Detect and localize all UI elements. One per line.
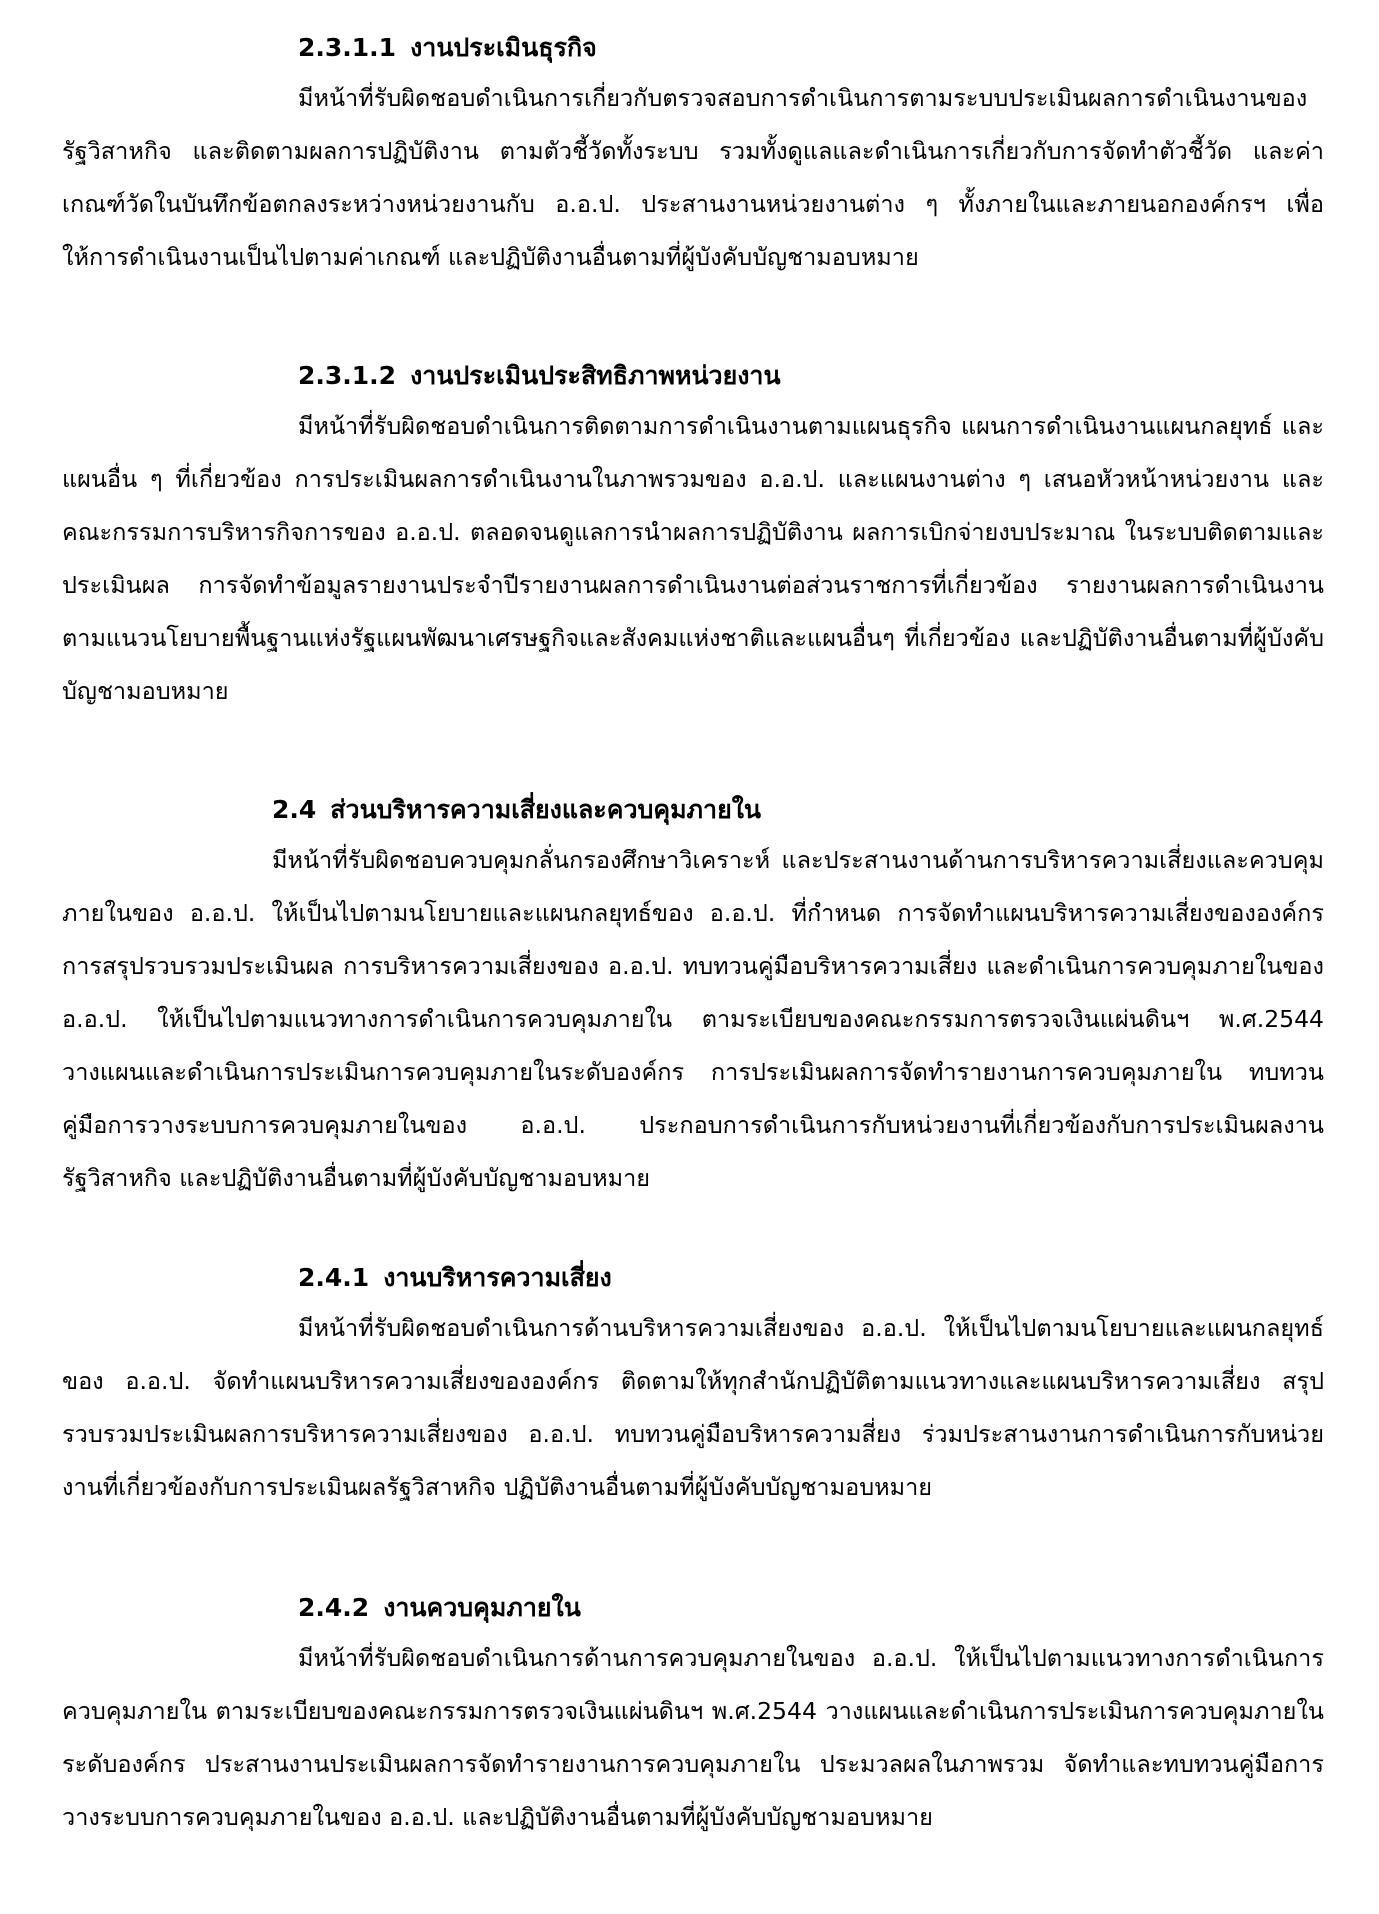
section-body: มีหน้าที่รับผิดชอบดำเนินการติดตามการดำเนินงานตามแผนธุรกิจ แผนการดำเนินงานแผนกลยุทธ์ และแผนอื่น ๆ ที่เกี่ยวข้อง การประเมินผลการดำเนินงานในภาพรวมของ อ.อ.ป. และแผนงานต่าง ๆ เสนอหัวหน้าหน่วยงาน และคณะกรรมการบริหารกิจการของ อ.อ.ป. ตลอดจนดูแลการนำผลการปฏิบัติงาน ผลการเบิกจ่ายงบประมาณ ในระบบติดตามและประเมินผล การจัดทำข้อมูลรายงานประจำปีรายงานผลการดำเนินงานต่อส่วนราชการที่เกี่ยวข้อง รายงานผลการดำเนินงานตามแนวนโยบายพื้นฐานแห่งรัฐแผนพัฒนาเศรษฐกิจและสังคมแห่งชาติและแผนอื่นๆ ที่เกี่ยวข้อง และปฏิบัติงานอื่นตามที่ผู้บังคับบัญชามอบหมาย xyxy=(62,412,1324,705)
section-heading xyxy=(62,28,1324,68)
section-number: 2.4 xyxy=(272,795,317,824)
section-number: 2.4.2 xyxy=(298,1593,370,1622)
section-2-4-2 xyxy=(62,1588,1324,1844)
section-heading xyxy=(62,356,1324,396)
section-title: งานควบคุมภายใน xyxy=(383,1593,581,1622)
section-body: มีหน้าที่รับผิดชอบดำเนินการเกี่ยวกับตรวจสอบการดำเนินการตามระบบประเมินผลการดำเนินงานของรัฐวิสาหกิจ และติดตามผลการปฏิบัติงาน ตามตัวชี้วัดทั้งระบบ รวมทั้งดูแลและดำเนินการเกี่ยวกับการจัดทำตัวชี้วัด และค่าเกณฑ์วัดในบันทึกข้อตกลงระหว่างหน่วยงานกับ อ.อ.ป. ประสานงานหน่วยงานต่าง ๆ ทั้งภายในและภายนอกองค์กรฯ เพื่อให้การดำเนินงานเป็นไปตามค่าเกณฑ์ และปฏิบัติงานอื่นตามที่ผู้บังคับบัญชามอบหมาย xyxy=(62,84,1324,271)
section-2-3-1-1 xyxy=(62,28,1324,284)
section-heading xyxy=(62,1588,1324,1628)
section-heading xyxy=(62,1258,1324,1298)
section-2-4 xyxy=(62,790,1324,1205)
section-body: มีหน้าที่รับผิดชอบดำเนินการด้านการควบคุมภายในของ อ.อ.ป. ให้เป็นไปตามแนวทางการดำเนินการควบคุมภายใน ตามระเบียบของคณะกรรมการตรวจเงินแผ่นดินฯ พ.ศ.2544 วางแผนและดำเนินการประเมินการควบคุมภายในระดับองค์กร ประสานงานประเมินผลการจัดทำรายงานการควบคุมภายใน ประมวลผลในภาพรวม จัดทำและทบทวนคู่มือการวางระบบการควบคุมภายในของ อ.อ.ป. และปฏิบัติงานอื่นตามที่ผู้บังคับบัญชามอบหมาย xyxy=(62,1644,1324,1831)
section-2-4-1 xyxy=(62,1258,1324,1514)
section-heading xyxy=(62,790,1324,830)
section-2-3-1-2 xyxy=(62,356,1324,718)
section-number: 2.4.1 xyxy=(298,1263,370,1292)
section-title: งานบริหารความเสี่ยง xyxy=(383,1263,612,1292)
section-number: 2.3.1.2 xyxy=(298,361,397,390)
section-title: ส่วนบริหารความเสี่ยงและควบคุมภายใน xyxy=(330,795,762,824)
section-number: 2.3.1.1 xyxy=(298,33,397,62)
section-body: มีหน้าที่รับผิดชอบดำเนินการด้านบริหารความเสี่ยงของ อ.อ.ป. ให้เป็นไปตามนโยบายและแผนกลยุทธ์ของ อ.อ.ป. จัดทำแผนบริหารความเสี่ยงขององค์กร ติดตามให้ทุกสำนักปฏิบัติตามแนวทางและแผนบริหารความเสี่ยง สรุปรวบรวมประเมินผลการบริหารความเสี่ยงของ อ.อ.ป. ทบทวนคู่มือบริหารความสี่ยง ร่วมประสานงานการดำเนินการกับหน่วยงานที่เกี่ยวข้องกับการประเมินผลรัฐวิสาหกิจ ปฏิบัติงานอื่นตามที่ผู้บังคับบัญชามอบหมาย xyxy=(62,1314,1324,1501)
section-title: งานประเมินธุรกิจ xyxy=(410,33,597,62)
section-title: งานประเมินประสิทธิภาพหน่วยงาน xyxy=(410,361,781,390)
section-body: มีหน้าที่รับผิดชอบควบคุมกลั่นกรองศึกษาวิเคราะห์ และประสานงานด้านการบริหารความเสี่ยงและควบคุมภายในของ อ.อ.ป. ให้เป็นไปตามนโยบายและแผนกลยุทธ์ของ อ.อ.ป. ที่กำหนด การจัดทำแผนบริหารความเสี่ยงขององค์กร การสรุปรวบรวมประเมินผล การบริหารความเสี่ยงของ อ.อ.ป. ทบทวนคู่มือบริหารความเสี่ยง และดำเนินการควบคุมภายในของ อ.อ.ป. ให้เป็นไปตามแนวทางการดำเนินการควบคุมภายใน ตามระเบียบของคณะกรรมการตรวจเงินแผ่นดินฯ พ.ศ.2544 วางแผนและดำเนินการประเมินการควบคุมภายในระดับองค์กร การประเมินผลการจัดทำรายงานการควบคุมภายใน ทบทวนคู่มือการวางระบบการควบคุมภายในของ อ.อ.ป. ประกอบการดำเนินการกับหน่วยงานที่เกี่ยวข้องกับการประเมินผลงานรัฐวิสาหกิจ และปฏิบัติงานอื่นตามที่ผู้บังคับบัญชามอบหมาย xyxy=(62,846,1324,1192)
